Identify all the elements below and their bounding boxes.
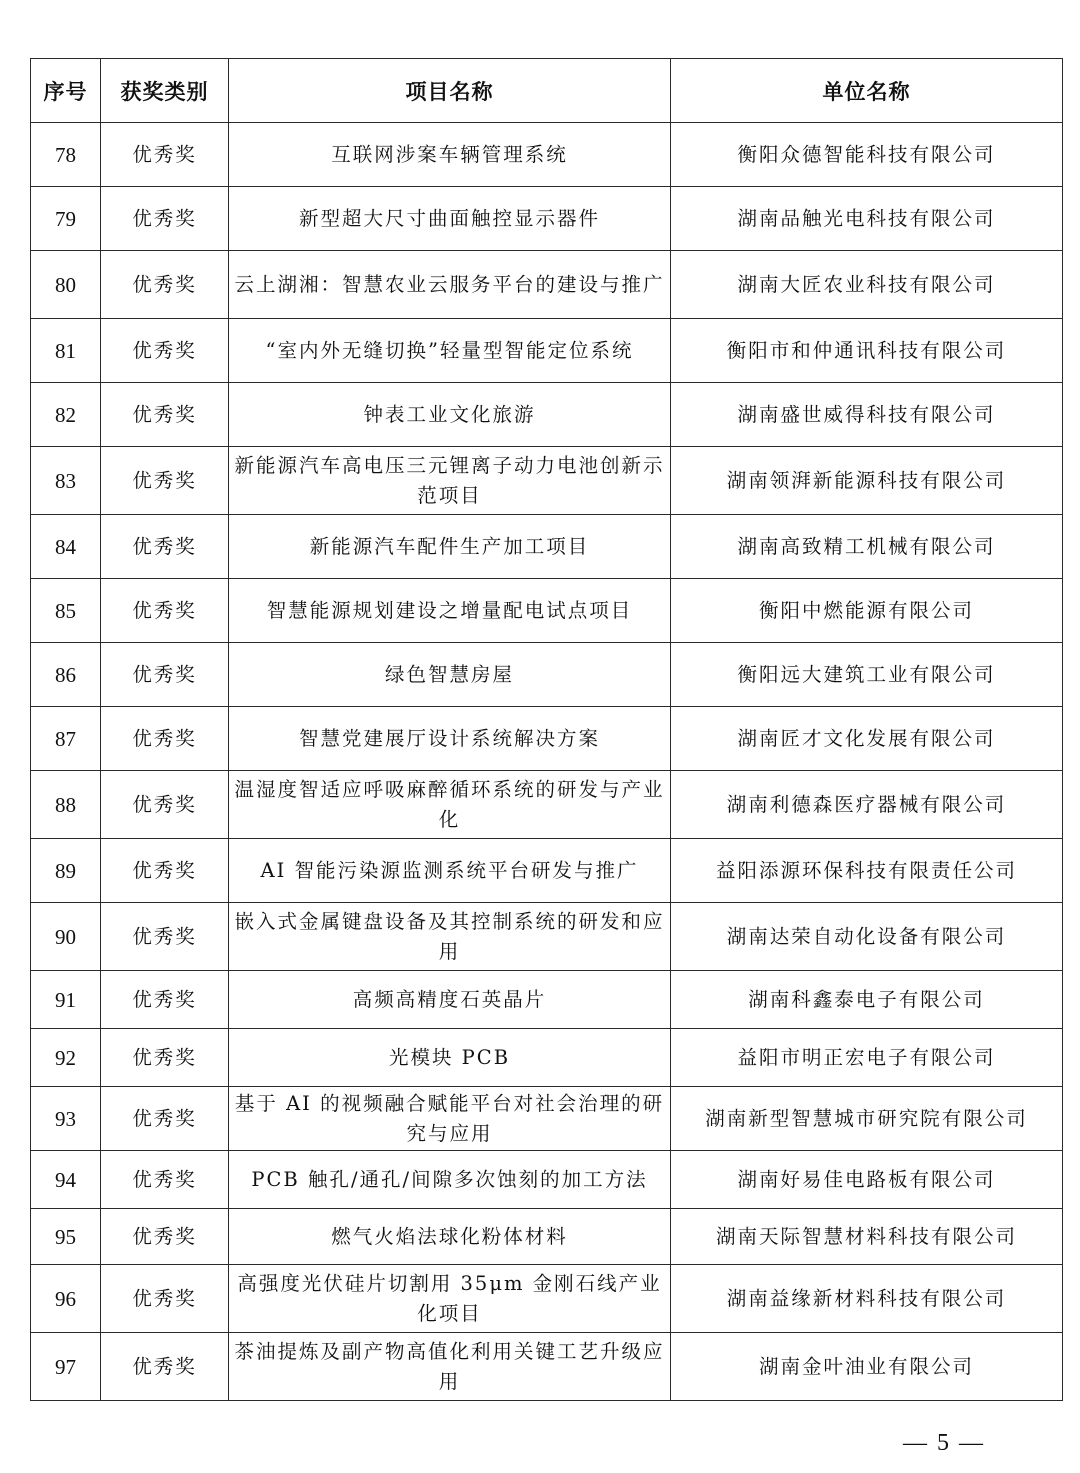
row-number: 93 <box>31 1087 101 1151</box>
row-number: 97 <box>31 1333 101 1401</box>
row-category: 优秀奖 <box>101 643 229 707</box>
row-project-name: 基于 AI 的视频融合赋能平台对社会治理的研究与应用 <box>229 1087 671 1151</box>
table-row <box>31 643 1063 707</box>
row-category: 优秀奖 <box>101 251 229 319</box>
row-project-name: “室内外无缝切换”轻量型智能定位系统 <box>229 319 671 383</box>
header-project: 项目名称 <box>229 59 671 123</box>
row-number: 85 <box>31 579 101 643</box>
row-unit-name: 湖南好易佳电路板有限公司 <box>671 1151 1063 1209</box>
row-unit-name: 衡阳市和仲通讯科技有限公司 <box>671 319 1063 383</box>
row-project-name: 新能源汽车高电压三元锂离子动力电池创新示范项目 <box>229 447 671 515</box>
table-row <box>31 187 1063 251</box>
row-category: 优秀奖 <box>101 1333 229 1401</box>
row-number: 88 <box>31 771 101 839</box>
table-body <box>31 123 1063 1401</box>
table-row <box>31 839 1063 903</box>
table-row <box>31 1151 1063 1209</box>
row-number: 84 <box>31 515 101 579</box>
table-row <box>31 1209 1063 1265</box>
table-row <box>31 707 1063 771</box>
row-category: 优秀奖 <box>101 187 229 251</box>
table-row <box>31 1087 1063 1151</box>
row-category: 优秀奖 <box>101 971 229 1029</box>
row-number: 80 <box>31 251 101 319</box>
table-row <box>31 771 1063 839</box>
awards-table <box>30 58 1063 1401</box>
row-number: 79 <box>31 187 101 251</box>
table-row <box>31 447 1063 515</box>
row-unit-name: 湖南品触光电科技有限公司 <box>671 187 1063 251</box>
row-project-name: 绿色智慧房屋 <box>229 643 671 707</box>
row-number: 96 <box>31 1265 101 1333</box>
row-category: 优秀奖 <box>101 903 229 971</box>
row-project-name: 互联网涉案车辆管理系统 <box>229 123 671 187</box>
row-unit-name: 衡阳众德智能科技有限公司 <box>671 123 1063 187</box>
row-unit-name: 湖南大匠农业科技有限公司 <box>671 251 1063 319</box>
row-unit-name: 湖南天际智慧材料科技有限公司 <box>671 1209 1063 1265</box>
row-category: 优秀奖 <box>101 579 229 643</box>
row-project-name: 高强度光伏硅片切割用 35μm 金刚石线产业化项目 <box>229 1265 671 1333</box>
row-number: 81 <box>31 319 101 383</box>
row-project-name: 钟表工业文化旅游 <box>229 383 671 447</box>
row-number: 91 <box>31 971 101 1029</box>
row-project-name: 嵌入式金属键盘设备及其控制系统的研发和应用 <box>229 903 671 971</box>
row-project-name: 光模块 PCB <box>229 1029 671 1087</box>
table-row <box>31 319 1063 383</box>
row-number: 83 <box>31 447 101 515</box>
table-row <box>31 383 1063 447</box>
row-unit-name: 湖南达荣自动化设备有限公司 <box>671 903 1063 971</box>
row-category: 优秀奖 <box>101 1087 229 1151</box>
row-project-name: 智慧能源规划建设之增量配电试点项目 <box>229 579 671 643</box>
row-project-name: 茶油提炼及副产物高值化利用关键工艺升级应用 <box>229 1333 671 1401</box>
page-number: — 5 — <box>903 1430 985 1456</box>
row-project-name: AI 智能污染源监测系统平台研发与推广 <box>229 839 671 903</box>
row-category: 优秀奖 <box>101 839 229 903</box>
row-unit-name: 湖南科鑫泰电子有限公司 <box>671 971 1063 1029</box>
row-number: 87 <box>31 707 101 771</box>
row-category: 优秀奖 <box>101 707 229 771</box>
row-number: 90 <box>31 903 101 971</box>
row-category: 优秀奖 <box>101 1209 229 1265</box>
table-row <box>31 1265 1063 1333</box>
row-unit-name: 益阳添源环保科技有限责任公司 <box>671 839 1063 903</box>
row-project-name: 温湿度智适应呼吸麻醉循环系统的研发与产业化 <box>229 771 671 839</box>
header-no: 序号 <box>31 59 101 123</box>
row-project-name: 新型超大尺寸曲面触控显示器件 <box>229 187 671 251</box>
table-row <box>31 515 1063 579</box>
row-project-name: PCB 触孔/通孔/间隙多次蚀刻的加工方法 <box>229 1151 671 1209</box>
row-project-name: 云上湖湘：智慧农业云服务平台的建设与推广 <box>229 251 671 319</box>
table-row <box>31 251 1063 319</box>
row-number: 86 <box>31 643 101 707</box>
table-row <box>31 1333 1063 1401</box>
row-category: 优秀奖 <box>101 319 229 383</box>
row-unit-name: 湖南高致精工机械有限公司 <box>671 515 1063 579</box>
row-unit-name: 湖南金叶油业有限公司 <box>671 1333 1063 1401</box>
header-category: 获奖类别 <box>101 59 229 123</box>
row-category: 优秀奖 <box>101 1265 229 1333</box>
row-category: 优秀奖 <box>101 771 229 839</box>
row-unit-name: 衡阳中燃能源有限公司 <box>671 579 1063 643</box>
table-row <box>31 903 1063 971</box>
row-project-name: 燃气火焰法球化粉体材料 <box>229 1209 671 1265</box>
row-unit-name: 湖南匠才文化发展有限公司 <box>671 707 1063 771</box>
row-unit-name: 湖南领湃新能源科技有限公司 <box>671 447 1063 515</box>
row-project-name: 新能源汽车配件生产加工项目 <box>229 515 671 579</box>
table-header-row <box>31 59 1063 123</box>
table-row <box>31 1029 1063 1087</box>
table-row <box>31 123 1063 187</box>
row-number: 92 <box>31 1029 101 1087</box>
row-unit-name: 湖南利德森医疗器械有限公司 <box>671 771 1063 839</box>
row-unit-name: 益阳市明正宏电子有限公司 <box>671 1029 1063 1087</box>
row-number: 82 <box>31 383 101 447</box>
row-category: 优秀奖 <box>101 383 229 447</box>
row-unit-name: 湖南盛世威得科技有限公司 <box>671 383 1063 447</box>
row-number: 89 <box>31 839 101 903</box>
row-unit-name: 湖南新型智慧城市研究院有限公司 <box>671 1087 1063 1151</box>
row-unit-name: 湖南益缘新材料科技有限公司 <box>671 1265 1063 1333</box>
table-row <box>31 971 1063 1029</box>
row-category: 优秀奖 <box>101 515 229 579</box>
table-row <box>31 579 1063 643</box>
row-category: 优秀奖 <box>101 1151 229 1209</box>
header-unit: 单位名称 <box>671 59 1063 123</box>
row-project-name: 高频高精度石英晶片 <box>229 971 671 1029</box>
row-number: 78 <box>31 123 101 187</box>
row-category: 优秀奖 <box>101 123 229 187</box>
row-project-name: 智慧党建展厅设计系统解决方案 <box>229 707 671 771</box>
row-category: 优秀奖 <box>101 1029 229 1087</box>
row-number: 94 <box>31 1151 101 1209</box>
row-number: 95 <box>31 1209 101 1265</box>
row-category: 优秀奖 <box>101 447 229 515</box>
row-unit-name: 衡阳远大建筑工业有限公司 <box>671 643 1063 707</box>
